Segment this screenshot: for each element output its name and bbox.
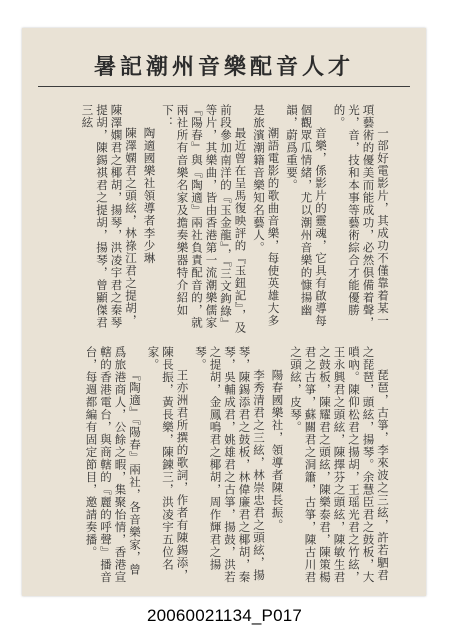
title-divider — [38, 86, 410, 87]
upper-text-block — [80, 104, 390, 336]
paragraph: 『陶適』『陽春』兩社，各音樂家，曾爲旅港商人，公餘之暇，集聚怡情，香港宣轄的香港電台，與商轄的『麗的呼聲』播音台，每週都編有固定節目，邀請奏播。 — [84, 346, 142, 584]
paragraph: 音樂，係影片的靈魂，它具有啟導每個觀眾瓜情緒，尤以潮州音樂的慷揚幽韻，蔚爲重要。 — [285, 104, 328, 327]
paragraph: 王亦洲君所撰的歌詞，作者有陳錫添，陳長振，黃長樂，陳鍊三，洪凌宇五位名家。 — [146, 346, 190, 582]
lower-text-block — [80, 346, 390, 584]
paragraph: 陶適國樂社領導者李少琳 — [142, 127, 157, 265]
paragraph: 李秀清君之三絃，林崇忠君之頭絃，揚琴，陳錫添君之鼓板，林偉廉君之椰胡，秦琴，吳輔成君，姚雄君之古箏，揚鼓，洪若之提胡，金鳳鳴君之椰胡，周作輝君之揚琴。 — [194, 346, 266, 584]
paragraph: 最近曾在呈馬復映評的『玉鈕記』，及前段參加南洋的『玉金龍』，『三文鉤綠』等片，其樂曲，皆由香港第一流潮樂儒家『陽春』與『陶適』兩社負責配音的，就兩社所有音樂名家及擔奏樂器特介紹如下： — [161, 104, 248, 334]
archive-id-label: 20060021134_P017 — [146, 606, 303, 625]
paragraph: 陳澤嫻君之頭絃，林祿江君之提胡，陳澤嫻君之椰胡，揚琴，洪凌宇君之秦琴提胡，陳錫祺君之提胡，揚琴，曾顯傑君三絃 — [80, 104, 138, 329]
page-title: 暑記潮州音樂配音人才 — [93, 54, 354, 80]
paragraph: 陽春國樂社，領導者陳長振。 — [270, 369, 285, 532]
paragraph: 潮語電影的歌曲音樂，每使英雄大多是旅濱潮籍音樂知名藝人。 — [252, 104, 281, 327]
paragraph: 一部好電影片，其成功不僅靠着某一項藝術的優美而能成功，必然俱備着聲，光，音，技和本事等藝術綜合才能優勝的。 — [332, 104, 390, 329]
scanned-page — [22, 28, 426, 596]
paragraph: 琵琶，古箏，李來波之三絃，許若駟君之琵琶，頭絃，揚琴。余慧臣君之鼓板，大嗩吶。陳仰松君之揚胡，王瑶光君之竹絃，王永興君之頭絃，陳擇芬之頭絃，陳敏生君之鼓板，陳耀君之頭絃，陳樂泰君，陳策楊君之古箏，蘇關君之洞簫，古箏，陳古川君之頭絃，皮琴。 — [289, 346, 390, 584]
